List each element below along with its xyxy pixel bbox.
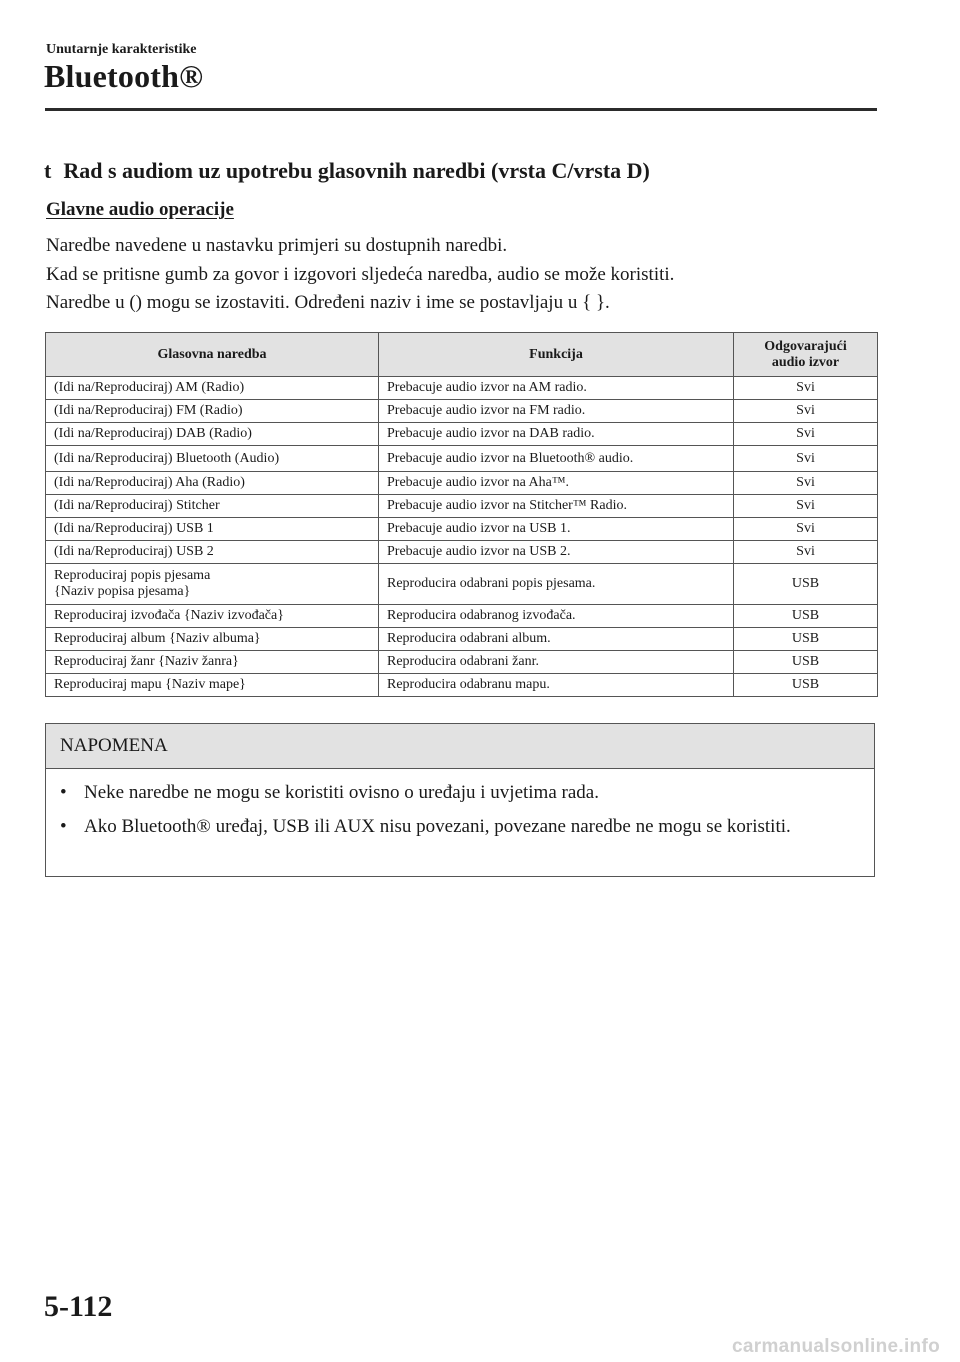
table-row bbox=[46, 518, 878, 541]
table-row bbox=[46, 605, 878, 628]
intro-line: Naredbe navedene u nastavku primjeri su dostupnih naredbi. bbox=[46, 235, 508, 256]
cell-source: USB bbox=[734, 651, 878, 674]
cell-command: (Idi na/Reproduciraj) Bluetooth (Audio) bbox=[46, 446, 379, 472]
cell-source: Svi bbox=[734, 495, 878, 518]
page-number: 5-112 bbox=[44, 1290, 113, 1323]
cell-command: (Idi na/Reproduciraj) USB 2 bbox=[46, 541, 379, 564]
cell-command: (Idi na/Reproduciraj) USB 1 bbox=[46, 518, 379, 541]
cell-function: Prebacuje audio izvor na Stitcher™ Radio. bbox=[379, 495, 734, 518]
cell-function: Prebacuje audio izvor na Bluetooth® audio. bbox=[379, 446, 734, 472]
note-title: NAPOMENA bbox=[60, 735, 168, 756]
table-row bbox=[46, 628, 878, 651]
header-function: Funkcija bbox=[379, 333, 734, 377]
cell-source: Svi bbox=[734, 518, 878, 541]
intro-text bbox=[46, 232, 876, 318]
table-row bbox=[46, 564, 878, 605]
cell-source: Svi bbox=[734, 446, 878, 472]
chapter-title: Bluetooth® bbox=[44, 58, 204, 94]
cell-command: (Idi na/Reproduciraj) FM (Radio) bbox=[46, 400, 379, 423]
cell-command: (Idi na/Reproduciraj) Aha (Radio) bbox=[46, 472, 379, 495]
list-item bbox=[60, 813, 854, 841]
list-item bbox=[60, 779, 854, 807]
heading-marker: t bbox=[44, 158, 52, 183]
cell-source: USB bbox=[734, 628, 878, 651]
cell-function: Prebacuje audio izvor na USB 2. bbox=[379, 541, 734, 564]
title-rule bbox=[45, 108, 877, 111]
cell-command: Reproduciraj album {Naziv albuma} bbox=[46, 628, 379, 651]
table-row bbox=[46, 541, 878, 564]
cell-source: Svi bbox=[734, 377, 878, 400]
cell-function: Reproducira odabranu mapu. bbox=[379, 674, 734, 697]
note-box bbox=[45, 723, 875, 877]
note-header bbox=[46, 724, 874, 769]
table-row bbox=[46, 446, 878, 472]
section-label: Unutarnje karakteristike bbox=[46, 42, 197, 57]
cell-command: Reproduciraj popis pjesama {Naziv popisa pjesama} bbox=[46, 564, 379, 605]
watermark: carmanualsonline.info bbox=[732, 1336, 940, 1357]
table-row bbox=[46, 495, 878, 518]
cell-function: Reproducira odabrani popis pjesama. bbox=[379, 564, 734, 605]
note-list bbox=[46, 769, 874, 841]
cell-function: Prebacuje audio izvor na AM radio. bbox=[379, 377, 734, 400]
table-row bbox=[46, 400, 878, 423]
cell-function: Reproducira odabranog izvođača. bbox=[379, 605, 734, 628]
voice-command-table bbox=[45, 332, 878, 697]
cell-command: Reproduciraj mapu {Naziv mape} bbox=[46, 674, 379, 697]
table-row bbox=[46, 423, 878, 446]
cell-command: (Idi na/Reproduciraj) AM (Radio) bbox=[46, 377, 379, 400]
table-row bbox=[46, 674, 878, 697]
cell-function: Prebacuje audio izvor na USB 1. bbox=[379, 518, 734, 541]
table-row bbox=[46, 472, 878, 495]
cell-function: Reproducira odabrani žanr. bbox=[379, 651, 734, 674]
note-item-text: Ako Bluetooth® uređaj, USB ili AUX nisu povezani, povezane naredbe ne mogu se koristiti. bbox=[84, 816, 791, 837]
cell-source: USB bbox=[734, 605, 878, 628]
cell-source: Svi bbox=[734, 472, 878, 495]
heading-text: Rad s audiom uz upotrebu glasovnih naredbi (vrsta C/vrsta D) bbox=[63, 158, 650, 183]
cell-function: Prebacuje audio izvor na Aha™. bbox=[379, 472, 734, 495]
cell-function: Prebacuje audio izvor na FM radio. bbox=[379, 400, 734, 423]
cell-command: Reproduciraj žanr {Naziv žanra} bbox=[46, 651, 379, 674]
header-source: Odgovarajući audio izvor bbox=[734, 333, 878, 377]
cell-source: USB bbox=[734, 564, 878, 605]
cell-function: Reproducira odabrani album. bbox=[379, 628, 734, 651]
bullet-icon: • bbox=[60, 782, 67, 803]
intro-line: Naredbe u () mogu se izostaviti. Određeni naziv i ime se postavljaju u { }. bbox=[46, 292, 610, 313]
cell-command: (Idi na/Reproduciraj) Stitcher bbox=[46, 495, 379, 518]
cell-source: Svi bbox=[734, 400, 878, 423]
bullet-icon: • bbox=[60, 816, 67, 837]
cell-function: Prebacuje audio izvor na DAB radio. bbox=[379, 423, 734, 446]
section-heading bbox=[44, 158, 650, 184]
table-header-row bbox=[46, 333, 878, 377]
table-row bbox=[46, 377, 878, 400]
intro-line: Kad se pritisne gumb za govor i izgovori sljedeća naredba, audio se može koristiti. bbox=[46, 263, 675, 285]
cell-source: Svi bbox=[734, 423, 878, 446]
cell-source: Svi bbox=[734, 541, 878, 564]
cell-source: USB bbox=[734, 674, 878, 697]
subheading: Glavne audio operacije bbox=[46, 199, 234, 220]
cell-command: (Idi na/Reproduciraj) DAB (Radio) bbox=[46, 423, 379, 446]
table-row bbox=[46, 651, 878, 674]
cell-command: Reproduciraj izvođača {Naziv izvođača} bbox=[46, 605, 379, 628]
header-command: Glasovna naredba bbox=[46, 333, 379, 377]
note-item-text: Neke naredbe ne mogu se koristiti ovisno o uređaju i uvjetima rada. bbox=[84, 782, 599, 803]
